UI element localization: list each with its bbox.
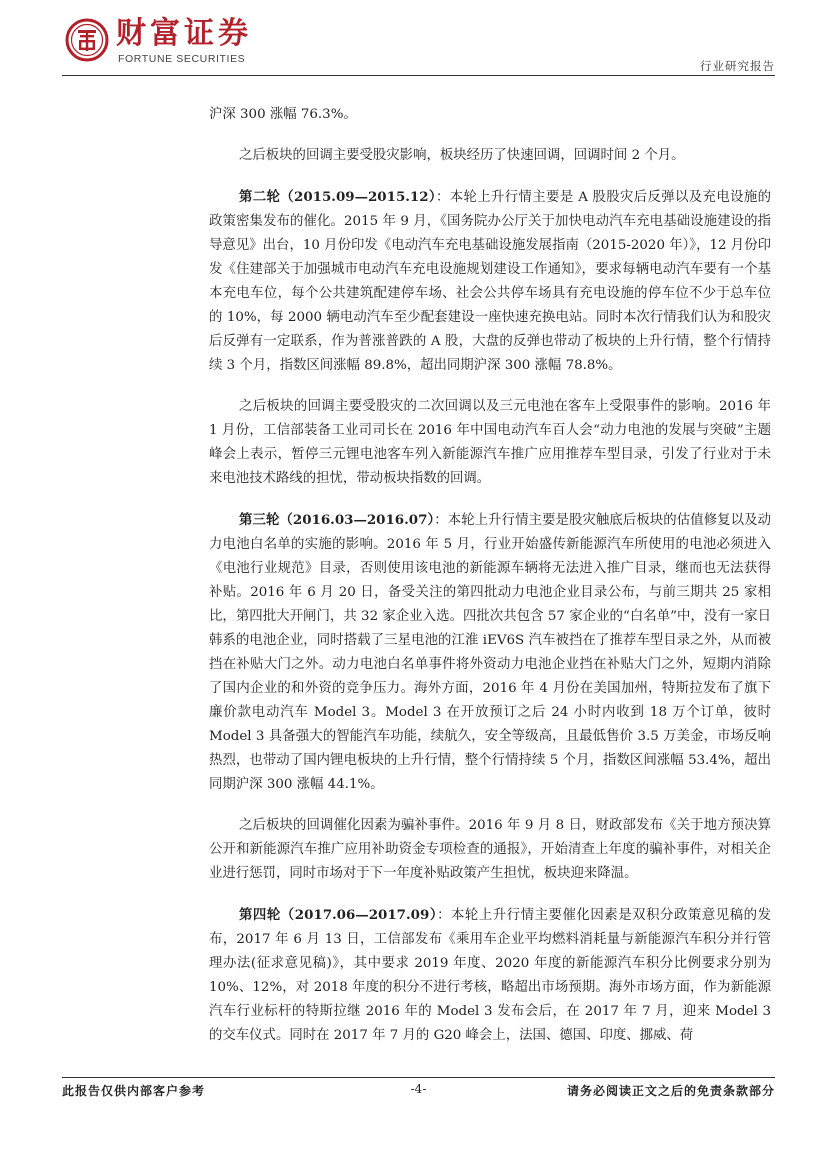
paragraph-round-2 — [209, 185, 771, 378]
paragraph-1: 之后板块的回调主要受股灾影响，板块经历了快速回调，回调时间 2 个月。 — [239, 148, 685, 163]
footer-divider — [62, 1077, 775, 1078]
round-3-heading: 第三轮（2016.03—2016.07） — [239, 512, 435, 528]
round-4-heading: 第四轮（2017.06—2017.09） — [239, 907, 438, 923]
brand-name-cn: 财富证券 — [116, 16, 252, 51]
paragraph-5: 之后板块的回调催化因素为骗补事件。2016 年 9 月 8 日，财政部发布《关于地方预决算公开和新能源汽车推广应用补助资金专项检查的通报》，开始清查上年度的骗补事件，对相关企业进行惩罚，同时市场对于下一年度补贴政策产生担忧，板块迎来降温。 — [209, 818, 771, 881]
header-divider — [62, 75, 775, 76]
paragraph-round-3 — [209, 508, 771, 797]
page-number: -4- — [410, 1082, 427, 1096]
page-header — [62, 14, 775, 74]
report-type-label: 行业研究报告 — [700, 59, 775, 73]
round-4-text: ：本轮上升行情主要催化因素是双积分政策意见稿的发布，2017 年 6 月 13 日，工信部发布《乘用车企业平均燃料消耗量与新能源汽车积分并行管理办法(征求意见稿)》，其中要求 2019 年度、2020 年度的新能源汽车积分比例要求分别为 10%、12%，对 2018 年度的积分不进行考核，略超出市场预期。海外市场方面，作为新能源汽车行业标杆的特斯拉继 2016 年的 Model 3 发布会后，在 2017 年 7 月，迎来 Model 3 的交车仪式。同时在 2017 年 7 月的 G20 峰会上，法国、德国、印度、挪威、荷 — [209, 908, 772, 1043]
page-footer — [62, 1082, 775, 1102]
fortune-seal-icon — [65, 18, 109, 62]
paragraph-3: 之后板块的回调主要受股灾的二次回调以及三元电池在客车上受限事件的影响。2016 年 1 月份，工信部装备工业司司长在 2016 年中国电动汽车百人会“动力电池的发展与突破”主题峰会上表示，暂停三元锂电池客车列入新能源汽车推广应用推荐车型目录，引发了行业对于未来电池技术路线的担忧，带动板块指数的回调。 — [209, 399, 771, 486]
round-2-text: ：本轮上升行情主要是 A 股股灾后反弹以及充电设施的政策密集发布的催化。2015 年 9 月，《国务院办公厅关于加快电动汽车充电基础设施建设的指导意见》出台，10 月份印发《电动汽车充电基础设施发展指南（2015-2020 年）》，12 月份印发《住建部关于加强城市电动汽车充电设施规划建设工作通知》，要求每辆电动汽车要有一个基本充电车位，每个公共建筑配建停车场、社会公共停车场具有充电设施的停车位不少于总车位的 10%，每 2000 辆电动汽车至少配套建设一座快速充换电站。同时本次行情我们认为和股灾后反弹有一定联系，作为普涨普跌的 A 股，大盘的反弹也带动了板块的上升行情，整个行情持续 3 个月，指数区间涨幅 89.8%，超出同期沪深 300 涨幅 78.8%。 — [209, 190, 771, 373]
report-body — [209, 103, 771, 1065]
company-logo — [62, 14, 302, 70]
footer-notice: 请务必阅读正文之后的免责条款部分 — [566, 1084, 775, 1098]
round-3-text: ：本轮上升行情主要是股灾触底后板块的估值修复以及动力电池白名单的实施的影响。2016 年 5 月，行业开始盛传新能源汽车所使用的电池必须进入《电池行业规范》目录，否则使用该电池的新能源车辆将无法进入推广目录，继而也无法获得补贴。2016 年 6 月 20 日，备受关注的第四批动力电池企业目录公布，与前三期共 25 家相比，第四批大开闸门，共 32 家企业入选。四批次共包含 57 家企业的“白名单”中，没有一家日韩系的电池企业，同时搭载了三星电池的江淮 iEV6S 汽车被挡在了推荐车型目录之外，从而被挡在补贴大门之外。动力电池白名单事件将外资动力电池企业挡在补贴大门之外，短期内消除了国内企业的和外资的竞争压力。海外方面，2016 年 4 月份在美国加州，特斯拉发布了旗下廉价款电动汽车 Model 3。Model 3 在开放预订之后 24 小时内收到 18 万个订单，彼时 Model 3 具备强大的智能汽车功能，续航久，安全等级高，且最低售价 3.5 万美金，市场反响热烈，也带动了国内锂电板块的上升行情，整个行情持续 5 个月，指数区间涨幅 53.4%，超出同期沪深 300 涨幅 44.1%。 — [209, 513, 771, 792]
paragraph-0: 沪深 300 涨幅 76.3%。 — [209, 107, 357, 122]
brand-name-en: FORTUNE SECURITIES — [118, 53, 246, 65]
paragraph-round-4 — [209, 903, 771, 1048]
round-2-heading: 第二轮（2015.09—2015.12） — [239, 189, 436, 205]
footer-disclaimer: 此报告仅供内部客户参考 — [62, 1084, 206, 1098]
